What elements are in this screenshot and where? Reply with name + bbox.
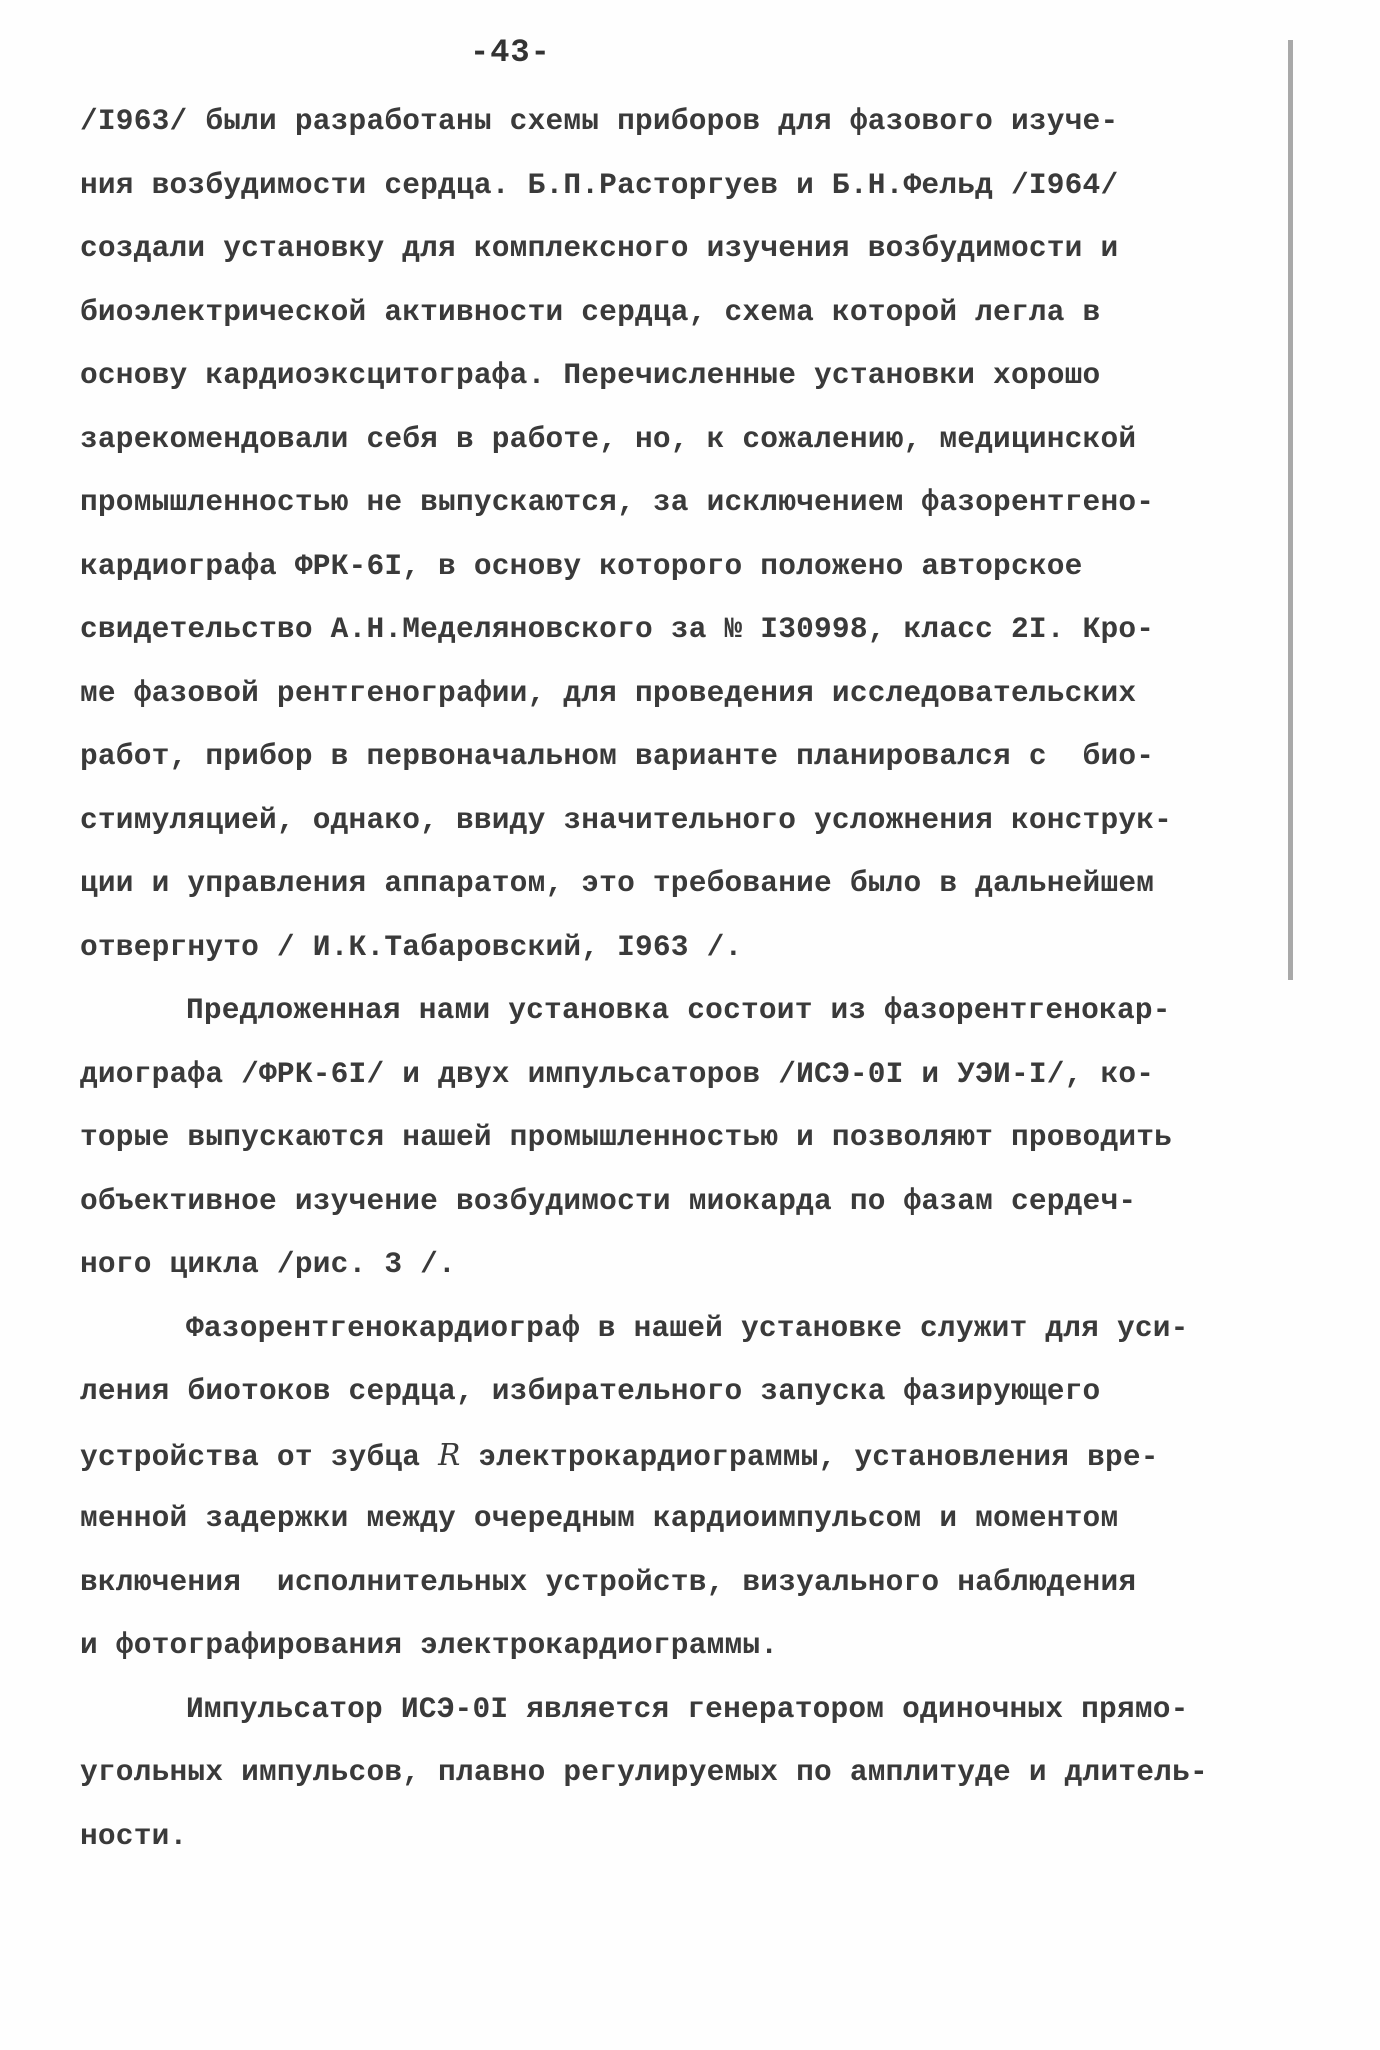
text-line: ного цикла /рис. 3 /.	[80, 1247, 456, 1281]
text-line: ности.	[80, 1818, 188, 1853]
text-line: отвергнуто / И.К.Табаровский, I963 /.	[80, 929, 743, 964]
text-line: объективное изучение возбудимости миокарда по фазам сердеч-	[80, 1183, 1137, 1218]
text-line: зарекомендовали себя в работе, но, к сожалению, медицинской	[80, 421, 1137, 456]
text-line: свидетельство А.Н.Меделяновского за № I30998, класс 2I. Кро-	[80, 612, 1155, 646]
text-line: включения исполнительных устройств, визуального наблюдения	[80, 1564, 1137, 1599]
paragraph-1	[80, 90, 1300, 979]
text-line: ния возбудимости сердца. Б.П.Расторгуев и Б.Н.Фельд /I964/	[80, 167, 1119, 202]
text-line: работ, прибор в первоначальном варианте планировался с био-	[80, 739, 1155, 773]
text-line: диографа /ФРК-6I/ и двух импульсаторов /ИСЭ-0I и УЭИ-I/, ко-	[80, 1056, 1155, 1091]
paragraph-4	[80, 1678, 1300, 1869]
text-line: ме фазовой рентгенографии, для проведения исследовательских	[80, 675, 1137, 710]
text-line: /I963/ были разработаны схемы приборов для фазового изуче-	[80, 104, 1119, 138]
text-line: ции и управления аппаратом, это требование было в дальнейшем	[80, 866, 1155, 900]
text-segment: устройства от зубца	[80, 1439, 421, 1474]
text-line: Предложенная нами установка состоит из фазорентгенокар-	[186, 993, 1171, 1027]
text-line: Фазорентгенокардиограф в нашей установке служит для уси-	[186, 1310, 1189, 1345]
text-segment: электрокардиограммы, установления вре-	[478, 1439, 1159, 1474]
text-line: Импульсатор ИСЭ-0I является генератором одиночных прямо-	[186, 1691, 1189, 1726]
text-line: основу кардиоэксцитографа. Перечисленные установки хорошо	[80, 358, 1101, 392]
paragraph-2	[80, 979, 1300, 1297]
text-line: и фотографирования электрокардиограммы.	[80, 1628, 779, 1662]
body-text	[80, 90, 1300, 1868]
text-line: кардиографа ФРК-6I, в основу которого положено авторское	[80, 548, 1083, 583]
text-line: биоэлектрической активности сердца, схема которой легла в	[80, 294, 1101, 329]
text-line: создали установку для комплексного изучения возбудимости и	[80, 231, 1119, 265]
text-line: торые выпускаются нашей промышленностью и позволяют проводить	[80, 1120, 1173, 1154]
text-line: угольных импульсов, плавно регулируемых по амплитуде и длитель-	[80, 1755, 1208, 1789]
text-line: стимуляцией, однако, ввиду значительного усложнения конструк-	[80, 802, 1173, 837]
text-line: менной задержки между очередным кардиоимпульсом и моментом	[80, 1501, 1119, 1535]
text-line: ления биотоков сердца, избирательного запуска фазирующего	[80, 1374, 1101, 1408]
text-line	[80, 1424, 1300, 1488]
text-line: промышленностью не выпускаются, за исключением фазорентгено-	[80, 485, 1155, 519]
handwritten-r-letter: R	[438, 1437, 461, 1472]
paragraph-3	[80, 1297, 1300, 1678]
page-number: -43-	[470, 34, 551, 71]
